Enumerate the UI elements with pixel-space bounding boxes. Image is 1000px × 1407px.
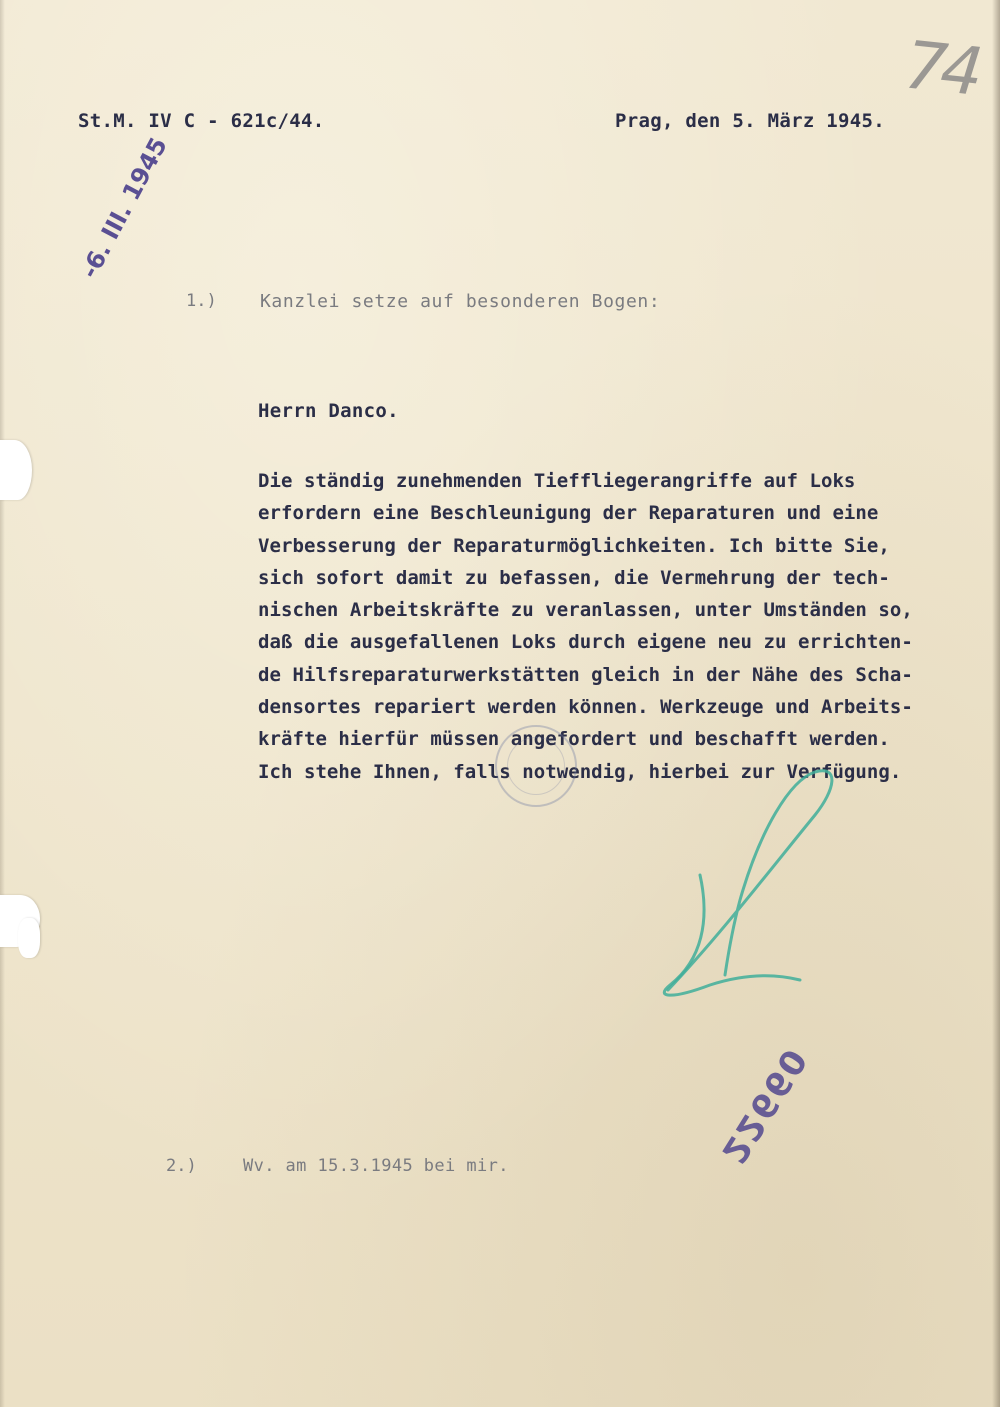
- body-line: erfordern eine Beschleunigung der Reparaturen und eine: [258, 502, 879, 525]
- body-line: de Hilfsreparaturwerkstätten gleich in der Nähe des Scha-: [258, 663, 913, 686]
- body-line: Die ständig zunehmenden Tieffliegerangriffe auf Loks: [258, 470, 856, 492]
- item-1-instruction: Kanzlei setze auf besonderen Bogen:: [260, 291, 661, 312]
- body-line: Ich stehe Ihnen, falls notwendig, hierbei zur Verfügung.: [258, 760, 902, 783]
- item-2-instruction: Wv. am 15.3.1945 bei mir.: [243, 1156, 509, 1176]
- handwritten-page-number: 74: [901, 26, 981, 111]
- place-and-date: Prag, den 5. März 1945.: [615, 110, 885, 132]
- received-date-stamp: -6. III. 1945: [75, 132, 173, 283]
- body-line: sich sofort damit zu befassen, die Vermehrung der tech-: [258, 566, 890, 589]
- paper-edge-left: [0, 0, 5, 1407]
- paper-edge-right: [992, 0, 1000, 1407]
- item-2-number: 2.): [166, 1156, 197, 1176]
- body-line: Verbesserung der Reparaturmöglichkeiten. Ich bitte Sie,: [258, 534, 890, 557]
- round-office-stamp: [495, 725, 577, 807]
- letter-body: [258, 465, 993, 788]
- body-line: daß die ausgefallenen Loks durch eigene neu zu errichten-: [258, 631, 913, 654]
- punch-hole-top: [0, 440, 32, 500]
- punch-hole-bottom-tear: [18, 918, 40, 958]
- ledger-number-stamp: 22660: [713, 1040, 816, 1170]
- body-line: nischen Arbeitskräfte zu veranlassen, unter Umständen so,: [258, 599, 913, 622]
- body-line: kräfte hierfür müssen angefordert und beschafft werden.: [258, 728, 890, 751]
- item-1-number: 1.): [186, 291, 217, 311]
- reference-number: St.M. IV C - 621c/44.: [78, 110, 325, 132]
- letter-salutation: Herrn Danco.: [258, 400, 399, 422]
- signature-initial: [640, 760, 880, 1020]
- body-line: densortes repariert werden können. Werkzeuge und Arbeits-: [258, 696, 913, 719]
